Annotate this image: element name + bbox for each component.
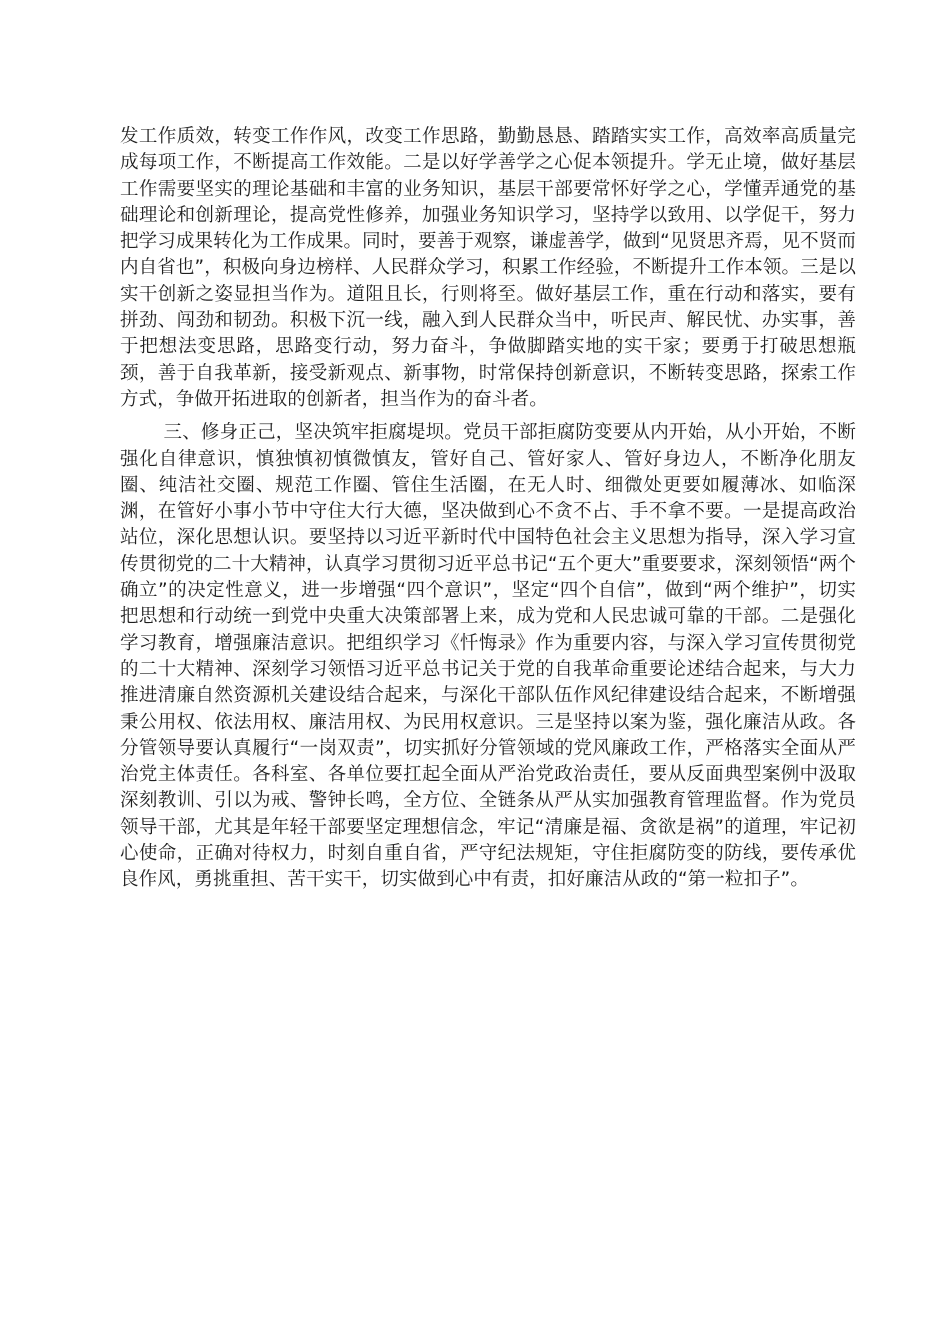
body-paragraph-section-three: 三、修身正己，坚决筑牢拒腐堤坝。党员干部拒腐防变要从内开始，从小开始，不断强化自律意识，慎独慎初慎微慎友，管好自己、管好家人、管好身边人，不断净化朋友圈、纯洁社交圈、规范工作圈、管住生活圈，在无人时、细微处更要如履薄冰、如临深渊，在管好小事小节中守住大行大德，坚决做到心不贪不占、手不拿不要。一是提高政治站位，深化思想认识。要坚持以习近平新时代中国特色社会主义思想为指导，深入学习宣传贯彻党的二十大精神，认真学习贯彻习近平总书记“五个更大”重要要求，深刻领悟“两个确立”的决定性意义，进一步增强“四个意识”，坚定“四个自信”，做到“两个维护”，切实把思想和行动统一到党中央重大决策部署上来，成为党和人民忠诚可靠的干部。二是强化学习教育，增强廉洁意识。把组织学习《忏悔录》作为重要内容，与深入学习宣传贯彻党的二十大精神、深刻学习领悟习近平总书记关于党的自我革命重要论述结合起来，与大力推进清廉自然资源机关建设结合起来，与深化干部队伍作风纪律建设结合起来，不断增强秉公用权、依法用权、廉洁用权、为民用权意识。三是坚持以案为鉴，强化廉洁从政。各分管领导要认真履行“一岗双责”，切实抓好分管领域的党风廉政工作，严格落实全面从严治党主体责任。各科室、各单位要扛起全面从严治党政治责任，要从反面典型案例中汲取深刻教训、引以为戒、警钟长鸣，全方位、全链条从严从实加强教育管理监督。作为党员领导干部，尤其是年轻干部要坚定理想信念，牢记“清廉是福、贪欲是祸”的道理，牢记初心使命，正确对待权力，时刻自重自省，严守纪法规矩，守住拒腐防变的防线，要传承优良作风，勇挑重担、苦干实干，切实做到心中有责，扣好廉洁从政的“第一粒扣子”。 bbox=[120, 422, 856, 891]
body-paragraph-continuation: 发工作质效，转变工作作风，改变工作思路，勤勤恳恳、踏踏实实工作，高效率高质量完成每项工作，不断提高工作效能。二是以好学善学之心促本领提升。学无止境，做好基层工作需要坚实的理论基础和丰富的业务知识，基层干部要常怀好学之心，学懂弄通党的基础理论和创新理论，提高党性修养，加强业务知识学习，坚持学以致用、以学促干，努力把学习成果转化为工作成果。同时，要善于观察，谦虚善学，做到“见贤思齐焉，见不贤而内自省也”，积极向身边榜样、人民群众学习，积累工作经验，不断提升工作本领。三是以实干创新之姿显担当作为。道阻且长，行则将至。做好基层工作，重在行动和落实，要有拼劲、闯劲和韧劲。积极下沉一线，融入到人民群众当中，听民声、解民忧、办实事，善于把想法变思路，思路变行动，努力奋斗，争做脚踏实地的实干家；要勇于打破思想瓶颈，善于自我革新，接受新观点、新事物，时常保持创新意识，不断转变思路，探索工作方式，争做开拓进取的创新者，担当作为的奋斗者。 bbox=[120, 126, 856, 410]
document-body bbox=[120, 124, 856, 894]
